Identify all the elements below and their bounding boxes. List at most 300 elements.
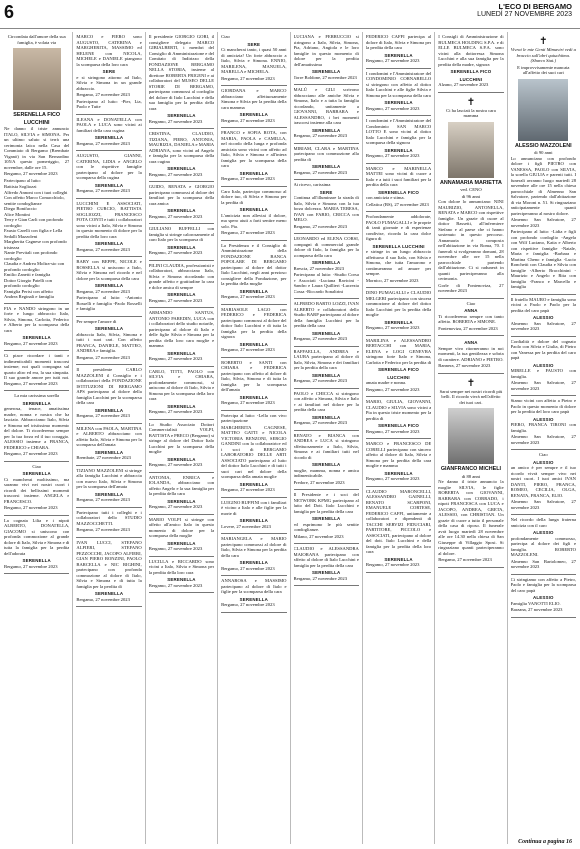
notice-text: GIULIANO BUFFELLI con famiglia si stringe calorosamente al caro Italo per la scomparsa di: [148, 226, 215, 242]
notice-name: SERENELLA: [311, 69, 341, 74]
participant-item: Nante Previtali con profondo cordoglio: [4, 250, 58, 261]
notice-text: Lo Studio Associato Dottori Commercialisti VOLPI, BATTISTA e PRECO (Bergamo) si stringe al dolore del Dottor Italo Lucchini per la scomparsa della moglie: [148, 421, 215, 454]
notice-text: CLAUDIO e ALESSANDRA MAIORANA partecipano con affetto al dolore di Italo Lucchini e famiglia per la perdita della cara: [293, 546, 359, 568]
notice-name: SERENELLA: [384, 319, 413, 325]
notice-text: CRISTINA, CLAUDIO, TIZIANA, PIERO, ANTONIA, MAURIZIA, DANIELA e MARIA ADRIANA, sono vicini ad Angelo e famiglia per la scomparsa della cara cugina: [148, 131, 215, 164]
notice: [76, 115, 141, 152]
notice: [149, 308, 214, 367]
notice-date: Bergamo, 27 novembre 2023: [365, 325, 420, 330]
notice-text: Ti ricorderemo sempre con tanto affetto. ROBERTA e SIMONE.: [438, 313, 504, 324]
notice-name: SERENELLA: [94, 283, 124, 288]
notice: [221, 411, 286, 498]
notice-name: SERENELLA: [239, 341, 268, 347]
notice-text: Ci piace ricordare i tanti e indimenticabili momenti trascorsi insieme; noi quali compagna sul quarto altro ed era, la sua simpatia. Il suo grande amore per tutti noi. Bergamo, 27 novembre 2023: [4, 353, 70, 386]
notice: [438, 93, 503, 299]
notice: [76, 151, 141, 199]
notice-text: L'amicizia non alleviai il dolore, ma spero aiuti a farti sentire meno solo. Pia.: [221, 212, 287, 229]
notice-text: MIRELLE e FAUSTO con famiglia.: [510, 368, 576, 379]
notice-text: MARIO, GIULIA, GIOVANNI, CLAUDIO e SILVIA sono vicini a Pia in questo triste momento per la perdita di: [365, 399, 432, 421]
notice: [366, 397, 431, 439]
portrait-photo: [13, 48, 61, 110]
notice-text: Il presidente CARLO MAZZOLENI il Consiglio e i collaboratori della FONDAZIONE ISTITUZIONI DI BERGAMO APS partecipano al dolore della famiglia Lucchini per la scomparsa della cara: [76, 367, 142, 405]
notice-text: ILEANA e DONATELLA con PAOLA e LUCA sono vicini ai familiari della cara cugina: [76, 116, 142, 133]
notice-name: ANNA: [464, 340, 478, 345]
notice-text: MARCO e MARINELLA MATTEI sono vicini di cuore a Italo e a tutti i suoi familiari per la perdita della cara: [365, 165, 432, 187]
notice-name: SERENELLA FICO: [378, 367, 420, 372]
notice-name: ALESSIO: [532, 315, 554, 320]
notice-text: GIORDANA e MARCO abbracciano affettuosamente Simona e Silvia per la perdita della cara mamma: [221, 88, 287, 110]
notice-text: Ci ha lasciati la nostra cara mamma: [446, 107, 496, 118]
notice-date: Bergamo, 27 novembre 2023: [221, 400, 275, 405]
notice-date: Bergamo, 27 novembre 2023: [221, 176, 275, 181]
notice-text: Caro Italo, partecipo commosso al dolore tuo, di Silvia e Simona per la perdita di: [221, 188, 287, 205]
notice-name: SERENELLA: [311, 127, 341, 133]
notice: [294, 144, 359, 181]
notice-text: La cognata Lilia e i nipoti ALBERTO, DONATELLA, GIACOMO si uniscono con profonda commozione al grande dolore di Italo, Silvia e Simona e di tutta la famiglia per la perdita dell'adorata: [4, 517, 70, 556]
participant-item: Dottor Giorgio Patelli con profondo cordoglio: [4, 277, 53, 288]
participant-item: Diego Bonifaccio: [4, 206, 37, 211]
notice-text: Ci mancherai tanto, i quasi 50 anni di amicizia! Un forte abbraccio a Italo, Silvia e Simona. ENNIO, MARILENA, MANUELA, MARELLA e MICHELA.: [221, 47, 287, 74]
cross-icon: ✝: [466, 377, 476, 389]
notice: [366, 439, 431, 487]
notice: [76, 365, 141, 424]
notice: [294, 431, 359, 491]
notice: [438, 299, 503, 337]
notice-text: LUCIANA e FERRUCCIO si stringono a Italo, Silvia, Simona, Pia, Adriano, Angiola e le loro famiglie in questo momento di dolore per la perdita dell'amatissima: [293, 34, 359, 67]
notice-date: Fontenoviza, 27 novembre 2023: [438, 325, 498, 331]
notice-date: Bergamo, 27 novembre 2023: [76, 596, 130, 602]
notice-text: Siamo vicini con affetto a Pietro e Paolo in questo momento di dolore per la perdita del loro caro papà: [510, 398, 576, 414]
notice: [76, 424, 141, 466]
notice-date: Bergamo, 27 novembre 2023: [4, 340, 58, 346]
notice: [294, 299, 359, 347]
notice-text: ARMANDO SANTUS, ANTONIO PAREDIN, LUCA con i collaboratori dello studio notarile, partecipano al dolore di Italo e delle figlie Silvia e Simona per la perdita della loro cara moglie e mamma: [148, 310, 215, 348]
column-3: [149, 32, 214, 844]
notice: [511, 515, 576, 575]
notice: [76, 508, 141, 538]
notice-text: amata madre e nonna.: [365, 380, 407, 385]
notice-date: Bergamo, 27 novembre 2023: [148, 504, 203, 509]
column-7: [438, 32, 503, 844]
notice-name: SERENELLA: [384, 147, 413, 153]
notice-date: Bergamo, 27 novembre 2023: [148, 462, 203, 467]
notice-text: ROBERTO e SANTI con CHIARA e FEDERICA partecipano con affetto al dolore di Italo, Silvia, Simona e di tutta la famiglia per la scomparsa dell'amata: [221, 359, 287, 392]
notice-name: SERENELLA: [94, 182, 124, 188]
notice-text: I Consigli di Amministrazione di BULMECA HOLDING S.P.A. e di ELLE BULMECA S.P.A. sono vicini alla dottoressa Simona Lucchini e alla sua famiglia per la perdita della madre, signora: [438, 34, 504, 67]
column-5: [294, 32, 359, 844]
deceased-name: ALESSIO MAZZOLENI: [515, 142, 572, 149]
column-separator: [434, 32, 435, 844]
notice-name: SERE: [247, 41, 261, 47]
publication-date: LUNEDÌ 27 NOVEMBRE 2023: [477, 11, 572, 18]
notice-date: Bergamo, 27 novembre 2023: [221, 565, 275, 571]
notice-text: Il presidente GIORGIO GORI, il consigliere delegato MARCO GIBIALBERTI, i membri del Consiglio di Amministrazione e del Comitato di Indirizzo della FONDAZIONE BERGAMO NELLA STORIA, insieme al direttore ROBERTA FRIGENI e ai collaboratori del MUSEO DELLE STORIE DI BERGAMO, partecipano commossi al cordoglio del dolore di Italo Lucchini e della sua famiglia per la perdita della cara: [148, 34, 215, 111]
notice: [294, 85, 359, 144]
publication-name: L'ECO DI BERGAMO: [498, 2, 572, 11]
column-separator: [145, 32, 146, 844]
notice-date: Bergamo, 27 novembre 2023: [293, 336, 347, 341]
notice-text: MARIANGELA e MARIO partecipano commossi al dolore di Italo, Silvia e Simona per la perdita della cara: [221, 536, 287, 558]
notice-text: FIA e NANDO stringono in un forte e lungo abbraccio Italo, Silvia, Simona, Carlotta, Federico e Alberto per la scomparsa della cara: [4, 305, 70, 333]
notice-name: SERENELLA: [167, 403, 196, 409]
notice-date: Bergamo, 27 novembre 2023: [365, 428, 420, 434]
notice-text: Partecipa al lutto: -Lella con vivo partecipazione: [221, 412, 287, 423]
notice-name: SERENELLA: [239, 112, 268, 117]
notice: [76, 32, 141, 115]
notice-name: SERENELLA: [311, 330, 341, 336]
column-separator: [72, 32, 73, 844]
column-8: [511, 32, 576, 844]
notice: [511, 32, 576, 295]
notice-text: abbraccia Italo, Silvia, Simona e tutti i suoi cari. Con affetto FRANCA, DANIELE, MATTEO, ANDREA e famiglia.: [76, 331, 142, 353]
notice-name: SERENELLA: [94, 591, 124, 596]
notice-text: Famiglia VANOTTI ELIO.: [510, 600, 561, 606]
notice-date: Bergamo, 27 novembre 2023: [293, 575, 347, 581]
notice-text: Ciao: [221, 34, 230, 39]
notice-name: SERENELLA: [384, 100, 413, 105]
notice-text: LEONARDO ed ELENA CORSI, compagni di commercial grande dolore di Italo, la famiglia per la scomparsa della cara: [293, 236, 359, 258]
notice: [4, 462, 69, 516]
notice-date: Bannera, 27 novembre 2023: [438, 363, 491, 368]
notice-date: Cellatica (BS), 27 novembre 2023: [365, 201, 429, 207]
notice-name: SERENELLA: [22, 558, 51, 563]
notice-text: Partecipano al lutto: -Pier, Lia, Paolo e Tutte: [76, 98, 142, 109]
participant-item: Alice Montini: [4, 211, 30, 217]
notice-name: LUCCHINI: [387, 374, 410, 380]
notice-date: Brembate, 27 novembre 2023: [76, 455, 131, 460]
notice-date: Bergamo, 27 novembre 2023: [148, 171, 203, 177]
notice-text: MARGHERITA CAGNESE, MATTEO GATTI e NICOLA VICTORIA BENZONI, SERGIO GANDINI con la collaboratrice ed i soci di BERGAMO LABORATORIO DELLE ARTI ASSOCIATO partecipano al lutto del dottor Italo Lucchini e di tutti i suoi cari nel dolore della scomparsa della amata moglie: [221, 424, 287, 479]
notice-name: ALESSIO: [532, 362, 554, 368]
notice-text: profondamente commosso, partecipa al dolore dei figli e famiglia. ROBERTO MAZZOLENI.: [510, 535, 576, 557]
notice-text: La mia carissima sorella: [14, 393, 60, 398]
publication-info: [477, 3, 572, 19]
column-separator: [290, 32, 291, 844]
notice-date: Bergamo, 27 novembre 2023: [4, 563, 58, 569]
notice: [149, 557, 214, 594]
notice-date: Bergamo, 27 novembre 2023: [148, 250, 203, 255]
notice: [366, 116, 431, 164]
notice: [149, 129, 214, 182]
notice-text: FEDERICO CAFFI partecipa al dolore di Italo, Silvia e Simona per la perdita della cara: [365, 34, 432, 50]
notice-text: E improvvisamente mancata all'affetto dei suoi cari: [517, 64, 570, 75]
column-separator: [507, 32, 508, 844]
notice-name: SERENELLA: [239, 170, 268, 176]
notice-text: Con dolore lo annunciano: NINI MAURIZIO, ANTONELLA, RENATA e MARCO con rispettive famiglie. Un grazie di cuore al dottor Bassetti, all'infermiere Stefano e al paese che ci hanno sostenuto in questo percorso. Annamaria è composta nell'abitazione in via Roma, 70. I funerali si svolgeranno domani, 28 novembre alle ore 15 nella parrocchiale partendo dall'abitazione. Ci si radunerà in quanti parteciperanno alla cerimonia.: [438, 199, 504, 281]
notice-text: Nel ricordo della lunga fraterna amicizia con il caro: [510, 517, 576, 528]
notice-date: Bergamo, 27 novembre 2023: [148, 213, 203, 219]
notice-text: Il Presidente e i soci del NETWORK KPMG partecipano al lutto del Dott. Italo Lucchini e famiglia per la perdita della cara: [293, 492, 359, 514]
notice-name: SERENELLA: [22, 471, 51, 476]
notice: [294, 544, 359, 586]
participants-list: [4, 184, 69, 300]
notice-text: Partecipano al lutto: -Antonio Bosselli e famiglia -Paolo Rosselli e famiglia: [76, 295, 142, 311]
notice: [149, 367, 214, 420]
notice-text: CLAUDIO MARONCELLI, ALESSANDRO GAINELLI, RENATO SCARPONI, EMANUELE CORTESE, FEDERICO CAFFI, unitamente a collaboratori e dipendenti di TACCHI SERVIZI FIDUCIARI, PARTITORE, PICCOLO e ASSOCIATI, partecipano al dolore del dott. Italo Lucchini e della famiglia per la perdita della loro cara: [365, 488, 432, 554]
notice-text: con amicizia e stima.: [365, 195, 405, 200]
notice-text: Sempre vivo ritorneranno in noi momenti, la tua gentilezza e sobria di carattere. ADRIANO e PIETRO.: [438, 345, 504, 362]
participant-item: Margherita Cagnese con profondo tristezza: [4, 239, 67, 250]
notice-text: RENATO e BIANCA con ANDREA e LUCA si stringono affettuosamente a Italo, Silvia, Simona e ai familiari tutti nel ricordo di: [293, 432, 359, 460]
participant-item: Terry e Gian Carli con profondo cordoglio: [4, 217, 64, 228]
notice-date: Gorle di Fontenoviza, 27 novembre 2023: [438, 282, 504, 293]
notice-text: I condomini e l'Amministratore del Condominio SAN MARCO LOTTO E sono vicini al dottor Italo Lucchini e famiglia per la scomparsa della signora: [365, 118, 432, 145]
notice-name: ALESSIO: [532, 530, 554, 535]
notice-text: Lo annunciano con profondo dolore i figli PIETRO con VANESSA, PAOLO con SILVIA, la sorella GIULIA e parenti tutti. I funerali avranno luogo martedì 28 novembre alle ore 15 nella chiesa parrocchiale di Almenno San Salvatore, partendo dall'abitazione di via Moroni n. 51. Si ringraziano anticipatamente quanti parteciperanno al nostro dolore.: [510, 155, 576, 216]
notice-name: SERENELLA LUCCHINI: [372, 243, 425, 249]
notice-date: Bergamo, 27 novembre 2023: [76, 92, 130, 97]
notice: [149, 182, 214, 224]
notice: [366, 164, 431, 213]
notice-date: Bergamo, 27 novembre 2023: [365, 58, 420, 63]
notice: [294, 490, 359, 544]
notice-date: Bergamo, 27 novembre 2023: [76, 140, 130, 146]
notice-date: Almenno San Salvatore, 27 novembre 2023: [510, 434, 576, 445]
notice-date: Bergamo, 27 novembre 2023: [221, 230, 275, 235]
notice-date: Bergamo, 27 novembre 2023: [4, 505, 58, 510]
notice: [511, 295, 576, 337]
participant-item: Alfredo Annoni con i tuoi colleghi: [4, 189, 68, 195]
notice-date: Bergamo, 27 novembre 2023: [76, 497, 130, 502]
notice-text: MARILINA e ALESSANDRO BERTACCHI con MARIA, ELENA e LOGI GENEVRA stringono forte Italo e Simona, Carlotta e Federico per la perdita di: [365, 337, 432, 365]
notice: [149, 420, 214, 473]
notice-verse: Vivrai le mie Genti Mimaviri vedi a braccio sull'abrí quiuchiima. (Sbarco Stat.): [510, 47, 576, 63]
notice: [366, 32, 431, 69]
notice-text: MALÚ e GILI scrivono abbracciano alle amiche Silvia e Simona, Italo e a tutta la famiglia ricordando, unitamente a GIOVANNI, BARBARA e ALESSANDRO, i bei momenti trascorsi insieme alla cara: [293, 87, 359, 125]
notice-date: Bergamo, 27 novembre 2023: [365, 153, 420, 158]
notice-name: SERENELLA: [239, 596, 268, 602]
notice-name: LUCCHINI: [459, 76, 483, 82]
notice-text: FRANCO e SOFIA ROTA, con MARIA, PAOLA e CAMILLA, nel ricordo della lunga e profonda amicizia sono vicini con affetto ad Italo, Silvia e Simona e all'intera famiglia per la scomparsa della cara: [221, 130, 287, 168]
continue-link[interactable]: Continua a pagina 16: [518, 839, 572, 845]
notice-text: MARIASOLE LAGO con FEDERICO e FEDERICA partecipano commossi al dolore del dottor Italo Lucchini e di tutta la famiglia per la perdita della signora: [221, 306, 287, 339]
notice-text: Per sempre l'amore di: [76, 318, 117, 324]
page-number: 6: [4, 2, 15, 22]
notice-name: SERENELLA: [167, 208, 196, 213]
notice-date: Bergamo, 27 novembre 2023: [76, 288, 130, 294]
notice: [149, 32, 214, 129]
notice: [221, 241, 286, 305]
notice: [221, 187, 286, 241]
notice-text: ALFREDO BARTO LOZZI, IVAN ALBERTO e collaboratori dello Studio BARP partecipano al dolore della famiglia Lucchini per la perdita della cara: [293, 301, 359, 328]
notice-name: SERE: [102, 69, 116, 74]
notice-text: I condomini e l'Amministratore del CONDOMINIO CORNABELLO si stringono con affetto al dottor Italo Lucchini e alle figlie Silvia e Simona per la scomparsa della cara: [365, 70, 432, 98]
deceased-name: GIANFRANCO MICHELI: [440, 466, 502, 472]
notice-text: Sarai sempre nei nostri ricordi più belli. Il ricordo vivrà nell'affetto dei tuoi cari.: [439, 388, 503, 405]
notice-date: Predore, 27 novembre 2023: [293, 479, 345, 485]
participant-item: Battista Sogliozzi: [4, 184, 37, 189]
notice-date: Brescia, 27 novembre 2023: [293, 265, 345, 271]
notice: [4, 32, 69, 304]
notice-name: SERENELLA: [311, 516, 341, 521]
notice-name: SERENELLA: [167, 540, 196, 546]
notice: [221, 305, 286, 358]
notice-text: Partecipano tutti i colleghi e i collaboratori dello STUDIO MAZZOCCHETTI.: [76, 509, 142, 526]
notice-date: Bergamo, 27 novembre 2023: [221, 294, 275, 299]
notice-text: La Presidenza e il Consiglio di Amministrazione della FONDAZIONE BANCA POPOLARE DI BERGAMO partecipano al dolore del dottor Italo Lucchini, negli anni prezioso consigliere della Fondazione, per la perdita della moglie: [221, 242, 287, 286]
notice: [294, 234, 359, 299]
notice-text: Il fratello MAURO e famiglia sono vicini a Paolo e Paolo per la perdita del caro papà: [510, 296, 576, 313]
notice-date: Bergamo, 27 novembre 2023: [148, 582, 203, 588]
notice-date: Bergamo, 27 novembre 2023: [148, 356, 203, 361]
notice: [76, 466, 141, 508]
notice-text: Ci stringiamo con affetto a Pietro, Paolo e famiglia per la scomparsa del caro papà: [510, 576, 576, 593]
deceased-surname: LUCCHINI: [23, 119, 50, 126]
notice: [366, 69, 431, 117]
notice-name: SERENELLA: [239, 394, 268, 400]
notice-text: IVAN LUCCI, STEFANO ALFIERI, STEFANO PEZZOCCHI, JACOPO ALFIERI, GIAN PIERO BONZINI, PAOLO BARCELLA e NIC RIGHINI, partecipano con profonda commozione al dolore di Italo, Silvia e Simona e di tutta la famiglia per la perdita di: [76, 539, 142, 589]
notice-name: SERENELLA: [239, 560, 268, 565]
cross-icon: ✝: [466, 96, 476, 108]
notice-date: Bergamo, 27 novembre 2023: [76, 527, 130, 532]
participant-item: Claudia e Andrea Moltra-sio con profondo cordoglio: [4, 261, 65, 272]
notice: [149, 224, 214, 261]
notice-date: Almenno San Bartolomeo, 27 novembre 2023: [510, 558, 576, 569]
notice-date: Bergamo, 27 novembre 2023: [148, 118, 203, 124]
notice-name: SERENELLA: [94, 241, 124, 246]
notice: [221, 358, 286, 411]
notice-name: SERENELLA FICO: [378, 189, 420, 195]
notice-text: ed esprimono le più sentite condoglianze.: [293, 521, 359, 532]
notice: [511, 575, 576, 618]
notice-date: Almenno San Salvatore, 27 novembre 2023: [510, 380, 576, 391]
notice-name: SERENELLA: [311, 462, 341, 467]
notice-name: SERENELLA: [384, 52, 413, 58]
notice-name: SERENELLA: [311, 260, 341, 265]
notice-text: generosa, tenace, amatissima madre, nonna e nostra che ha lasciato. Abbracciamo Italo, Silvia e Simona nel tristissimo momento del dolore. Ti ricorderemo sempre per la tua forza ed il tuo coraggio. ALESSIO insieme a FRANCA, FEDERICO e CHIARA.: [4, 406, 70, 450]
portrait-photo: [448, 408, 494, 464]
columns: [4, 32, 576, 844]
notice-text: LUCILLA e RICCARDO sono vicini a Italo, Silvia e Simona per la perdita della loro cara: [148, 558, 215, 575]
notice-text: Ciao: [466, 300, 476, 306]
notice-name: SERENELLA: [167, 166, 196, 171]
notice-text: MIRIAM, CLARA e MARTINA partecipano con commozione alla perdita di: [293, 145, 359, 162]
notice: [221, 576, 286, 613]
notice-date: Mornico, 27 novembre 2023: [365, 277, 419, 283]
notice-name: SERENELLA: [167, 244, 196, 250]
notice: [438, 374, 503, 568]
notice: [221, 86, 286, 128]
notice-name: SERENELLA: [94, 449, 124, 455]
participant-item: Andrea Reginali e famiglia: [4, 294, 54, 299]
deceased-age: di 96 anni: [461, 193, 481, 199]
notice-name: SERENELLA: [22, 400, 51, 406]
notice-name: SERENELLA: [22, 335, 51, 340]
notice-text: MARIO VOLPI si stringe con affetto all'amico Italo in questo momento di dolore per la scomparsa della moglie: [148, 516, 215, 538]
notice-date: Torre Boldone, 27 novembre 2023: [293, 74, 357, 80]
notice-name: SERENELLA: [311, 372, 341, 378]
notice-date: Bergamo, 27 novembre 2023: [365, 105, 420, 111]
notice: [4, 304, 69, 352]
notice-name: SERE: [319, 189, 333, 195]
notice-date: Bergamo, 27 novembre 2023: [148, 297, 203, 303]
notice-name: SERENELLA: [167, 350, 196, 356]
notice: [76, 199, 141, 258]
notice-text: Ai ricevo, carissima: [293, 182, 331, 187]
column-1: [4, 32, 69, 844]
deceased-subtitle: ved. CENO: [460, 187, 482, 192]
notice-text: MILENA con PAOLA, MARTINA e ALBERTO abbracciano con affetto Italo, Silvia e Simona per la scomparsa dell'amata: [76, 425, 142, 447]
notice-date: Bergamo, 27 novembre 2023: [4, 451, 58, 456]
notice-text: RAFFAELLA, ANDREA e LAURA partecipano al dolore di Italo, Silvia, Simona e dei familiari per la perdita della cara: [293, 348, 359, 370]
column-2: [76, 32, 141, 844]
notice-text: Partecipano al lutto: -Studio Corsa e Associati -Luciana Ravicini -Sandro e Laura Quillieri -Lucrezia Cossa -Riccardo Sonaltrini: [293, 272, 359, 294]
notice: [511, 396, 576, 450]
column-6: [366, 32, 431, 844]
notice-name: SERENELLA: [239, 288, 268, 294]
notice-intro: Circondata dall'amore della sua famiglia, è volata via: [7, 34, 66, 45]
notice-date: Bergamo, 27 novembre 2023: [76, 246, 130, 252]
notice-name: SERENELLA: [167, 577, 196, 582]
notice-name: SERENELLA: [167, 292, 196, 297]
notice-text: Partecipano al lutto: -Lidia e figli con profondo cordoglio -Angela con Wilf Luciano, Katia e Alberto con rispettive famiglie -Natale, Maria e famiglia -Barbara e Martina Cheno e famiglia -Lucio Ronchetti con Claudia e Silvia con famiglie -Alberto Bracchinini -Maurizio e Angelo e Rita con famiglia -Franco e Marcello e famiglia: [510, 229, 576, 289]
deceased-name: ANNAMARIA MARIETTA: [439, 179, 502, 186]
notice: [149, 261, 214, 309]
notice: [4, 351, 69, 391]
notice-name: SERENELLA: [311, 164, 341, 169]
notice: [511, 450, 576, 515]
notice: [221, 534, 286, 576]
notice-name: SERENELLA: [311, 414, 341, 420]
notice-name: SERENELLA FICO: [378, 423, 420, 428]
notice-text: AUGUSTO, GIANNI, CATERINA, LIDIA e ANGELO con le rispettive famiglie partecipano al dolore per la scomparsa della cugina: [76, 153, 142, 180]
notice: [294, 32, 359, 85]
notice-name: SERENELLA: [94, 407, 124, 413]
notice-name: SERENELLA: [94, 135, 124, 140]
notice-name: SERENELLA: [311, 570, 341, 575]
notice-name: SERENELLA: [384, 556, 413, 562]
notice-name: SERENELLA: [94, 491, 124, 497]
notice-date: Bergamo, 27 novembre 2023: [76, 188, 130, 193]
notice: [76, 538, 141, 608]
notice-date: Bergamo, 27 novembre 2023: [221, 347, 275, 352]
notice: [438, 336, 503, 374]
notice: [149, 473, 214, 515]
participant-item: Fausto Carelli con figlia e Lella Sedalli Mazzoleni: [4, 228, 63, 239]
notice-date: Bergamo, 27 novembre 2023: [438, 557, 492, 562]
notice-text: Ne danno il triste annuncio la moglie SILVIA, le figlie ROBERTA con GIOVANNI, BARBARA con CORRADO, i nipoti FRANCESCA con LUCA e JACOPO, ANDREA, GRETA, ALESSIO, con CHRISTIAN. Un grazie di cuore a tutto il personale della casa di riposo. Il funerale avrà luogo martedì 28 novembre alle ore 14.30 nella chiesa di San Giuseppe di Villaggio Sposi. Si ringraziano quanti parteciperanno al dolore.: [438, 479, 504, 556]
notice-date: Barzana, 27 novembre 2023: [510, 607, 563, 612]
notice: [76, 257, 141, 317]
notice-text: DINO FUMAGALLI e CLAUDIO MELGERI partecipano con sincera commozione al dolore del dottor Italo Lucchini per la perdita della moglie: [365, 290, 432, 317]
notice: [366, 288, 431, 336]
column-separator: [362, 32, 363, 844]
notice-date: Bergamo, 27 novembre 2023: [293, 223, 347, 229]
notice-text: TIZIANO MAZZOLENI si stringe alla famiglia Lucchini e abbraccia con nuovo Italo, Silvia e Simona per la scomparsa dell'amata: [76, 467, 142, 489]
notice-text: PAOLO e CHICCA si stringono con affetto a Simona, Silvia e Italo e ai familiari nel dolore per la perdita della cara: [293, 390, 359, 412]
notice: [4, 391, 69, 462]
participant-item: Famiglia Perisi con affetto: [4, 288, 53, 294]
deceased-age: di 90 anni: [534, 150, 553, 155]
notice-name: SERENELLA: [94, 326, 124, 331]
notice-date: Almenno San Salvatore, 27 novembre 2023: [510, 217, 576, 228]
notice-name: SERENELLA: [239, 481, 268, 487]
notice: [149, 515, 214, 557]
notice-text: BABY con BEPPE, NICOLE e ROSSELLA si uniscono a Italo, Silvia e Simona nel ricordo e nel dolore per la scomparsa della cara: [76, 259, 142, 281]
notice: [221, 32, 286, 86]
notice-date: Milano, 27 novembre 2023: [293, 533, 344, 539]
notice-text: LUIGINO BUFFINI con i familiari è vicino a Italo e alle figlie per la morte di: [221, 499, 287, 516]
notice-text: moglie, mamma, nonna e amica indimenticabile.: [293, 467, 359, 478]
notice: [294, 180, 359, 234]
notice-name: SERENELLA: [167, 498, 196, 504]
participants-heading: Partecipano al lutto:: [4, 177, 41, 183]
notice: [366, 212, 431, 288]
notice-text: Ciao: [32, 463, 42, 469]
portrait-photo: [448, 122, 494, 178]
notice-name: ALESSIO: [532, 595, 554, 600]
participant-item: Emilio Zanetti e famiglia: [4, 272, 51, 277]
